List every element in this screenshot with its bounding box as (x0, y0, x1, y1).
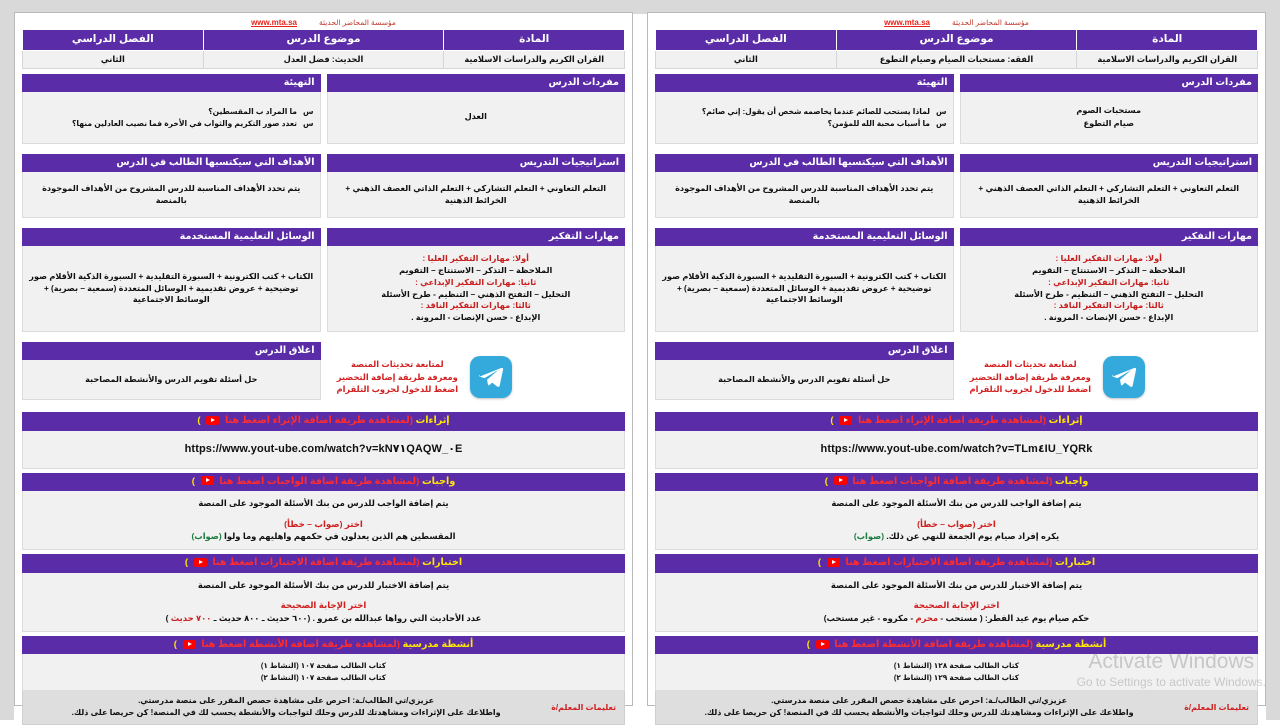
exams-question-row (664, 612, 1249, 625)
youtube-icon[interactable] (206, 416, 219, 425)
enrichment-url[interactable]: https://www.yout-ube.com/watch?v=kN٧١QAQW_٠E (184, 442, 463, 455)
enrichment-body (655, 431, 1258, 469)
exams-answer: محرم (915, 613, 939, 624)
homework-link-text[interactable]: (لمشاهدة طريقة اضافة الواجبات اضغط هنا (219, 475, 420, 487)
cell-topic: الفقه: مستحبات الصيام وصيام التطوع (836, 50, 1077, 69)
exams-paren: ) (817, 557, 822, 569)
panel-tahia-title: التهيئة (22, 74, 321, 92)
telegram-promo-line: اضغط للدخول لجروب التلقرام (336, 384, 459, 395)
thinking-skill-list (1014, 253, 1203, 324)
telegram-promo-text (970, 358, 1092, 397)
youtube-icon[interactable] (834, 476, 847, 485)
media-column (22, 228, 321, 337)
enrichment-url[interactable]: https://www.yout-ube.com/watch?v=TLm٤IU_YQRk (820, 442, 1093, 455)
thinking-skill-heading: أولا: مهارات التفكير العليا : (422, 253, 529, 263)
homework-answer: (صواب) (191, 531, 222, 542)
activity-item: كتاب الطالب صفحة ١٢٨ (النشاط ١) (893, 661, 1020, 671)
teacher-instructions-row (22, 691, 625, 725)
homework-question: يكره إفراد صيام يوم الجمعة للنهي عن ذلك. (886, 531, 1060, 542)
activities-title: أنشطة مدرسية (1035, 638, 1107, 650)
panel-tahia-body (22, 92, 321, 144)
telegram-promo[interactable] (960, 342, 1259, 408)
exams-question: حكم صيام يوم عيد الفطر: ( مستحب - (940, 613, 1090, 624)
telegram-promo-line: لمتابعة تحديثات المنصة (983, 358, 1077, 369)
exams-question-row (31, 612, 616, 625)
lesson-info-table (22, 29, 625, 69)
panel-thinking (327, 228, 626, 332)
thinking-skill-heading: ثالثا: مهارات التفكير الناقد : (420, 301, 531, 311)
panel-goals-title: الأهداف التي سيكتسبها الطالب في الدرس (655, 154, 954, 172)
header-subject: المادة (1077, 30, 1258, 51)
panel-vocab-title: مفردات الدرس (960, 74, 1259, 92)
thinking-skill-value: الملاحظة – التذكر – الاستنتاج – التقويم (1032, 265, 1186, 275)
page-right (647, 12, 1266, 718)
thinking-skill-value: الإبداع - حسن الإنصات - المرونة . (411, 313, 541, 323)
header-topic: موضوع الدرس (836, 30, 1077, 51)
homework-instruction: يتم إضافة الواجب للدرس من بنك الأسئلة الموجود على المنصة (831, 497, 1082, 508)
homework-body (655, 491, 1258, 550)
homework-header[interactable] (655, 473, 1258, 491)
homework-title: واجبات (1054, 475, 1089, 487)
row-thinking (22, 228, 625, 337)
exams-header[interactable] (22, 554, 625, 572)
panel-closing (655, 342, 954, 400)
panel-closing-title: اغلاق الدرس (655, 342, 954, 360)
cell-term: الثاني (23, 50, 204, 69)
youtube-icon[interactable] (827, 558, 840, 567)
watermark-line-1: Activate Windows (1088, 649, 1255, 673)
row-closing (22, 342, 625, 408)
tahia-question-text: لماذا يستحب للصائم عندما يخاصمه شخص أن يقول: إني صائم؟ (701, 107, 931, 117)
panel-media (22, 228, 321, 332)
page-gutter-left (0, 0, 14, 720)
enrichment-header[interactable] (655, 412, 1258, 430)
panel-goals-body: يتم تحدد الأهداف المناسبة للدرس المشروح من الأهداف الموجودة بالمنصة (655, 172, 954, 218)
enrichment-body (22, 431, 625, 469)
teacher-instructions-line-2: واطلاعك على الإثراءات ومشاهدتك للدرس وحلك لتواجبات والأنشطة يحسب لك في المنصة! كن حريصا على ذلك. (71, 708, 501, 718)
homework-prompt-label: اختر (صواب – خطأ) (917, 518, 996, 529)
panel-thinking-body (960, 246, 1259, 332)
row-intro (22, 74, 625, 149)
teacher-instructions-text (664, 695, 1174, 720)
teacher-instructions-line-1: عزيزي/تي الطالب/ـة: احرص على مشاهدة حصص المقرر على منصة مدرستي. (138, 695, 435, 705)
table-header-row (656, 30, 1258, 51)
lesson-info-table (655, 29, 1258, 69)
exams-prompt-label: اختر الإجابة الصحيحة (913, 600, 1000, 611)
panel-closing (22, 342, 321, 400)
activities-body (655, 654, 1258, 691)
row-goals (22, 154, 625, 223)
enrichment-title: إثراءات (1048, 415, 1083, 427)
teacher-instructions-label: تعليمات المعلم/ة (1184, 702, 1249, 712)
section-exams (655, 554, 1258, 632)
thinking-skill-heading: ثانيا: مهارات التفكير الإبداعي : (1048, 277, 1170, 287)
row-closing (655, 342, 1258, 408)
row-intro (655, 74, 1258, 149)
homework-instruction: يتم إضافة الواجب للدرس من بنك الأسئلة الموجود على المنصة (198, 497, 449, 508)
tahia-question-text: ما المراد ب المقسطين؟ (208, 107, 298, 117)
panel-vocab (327, 74, 626, 144)
exams-link-text[interactable]: (لمشاهدة طريقة اضافة الاختبارات اضغط هنا (845, 557, 1053, 569)
brand-line (22, 18, 625, 27)
vocab-item: صيام التطوع (1083, 118, 1135, 128)
goals-column (655, 154, 954, 223)
exams-question-tail: - مكروه - غير مستحب) (823, 613, 914, 624)
section-homework (655, 473, 1258, 551)
panel-thinking-title: مهارات التفكير (960, 228, 1259, 246)
vocab-item: العدل (464, 112, 487, 122)
tahia-question-text: تعدد صور التكريم والثواب في الأخرة فما نصيب العادلين منها؟ (72, 118, 298, 128)
panel-closing-title: اغلاق الدرس (22, 342, 321, 360)
spacer (664, 591, 1249, 599)
thinking-skill-value: الملاحظة – التذكر – الاستنتاج – التقويم (399, 265, 553, 275)
teacher-instructions-row (655, 691, 1258, 725)
thinking-column (960, 228, 1259, 337)
exams-question-tail: ) (165, 613, 169, 624)
tahia-question-list (662, 106, 947, 129)
exams-title: اختبارات (422, 557, 463, 569)
cell-topic: الحديث: فضل العدل (203, 50, 444, 69)
telegram-promo-line: اضغط للدخول لجروب التلقرام (969, 384, 1092, 395)
media-column (655, 228, 954, 337)
enrichment-title: إثراءات (415, 415, 450, 427)
panel-tahia-body (655, 92, 954, 144)
row-thinking (655, 228, 1258, 337)
panel-strategies-body: التعلم التعاوني + التعلم التشاركي + التعلم الذاتي العصف الذهني + الخرائط الذهنية (960, 172, 1259, 218)
cell-subject: القران الكريم والدراسات الاسلامية (444, 50, 625, 69)
enrichment-link-text[interactable]: (لمشاهدة طريقة اضافة الإثراء اضغط هنا (857, 415, 1046, 427)
activity-item: كتاب الطالب صفحة ١٠٧ (النشاط ٢) (260, 672, 387, 682)
panel-media-body: الكتاب + كتب الكترونية + السبورة التقليدية + السبورة الذكية الأقلام صور توضيحية + عروض تقديمية + الوسائل المتعددة (سمعية – بصرية) + الوسائط الاجتماعية (22, 246, 321, 332)
cell-term: الثاني (656, 50, 837, 69)
panel-vocab-body (327, 92, 626, 144)
panel-vocab (960, 74, 1259, 144)
brand-website-link[interactable]: www.mta.sa (251, 18, 298, 27)
youtube-icon[interactable] (839, 416, 852, 425)
section-homework (22, 473, 625, 551)
tahia-question-list (29, 106, 314, 129)
youtube-icon[interactable] (816, 640, 829, 649)
pages-host (14, 12, 1266, 718)
thinking-skill-heading: أولا: مهارات التفكير العليا : (1055, 253, 1162, 263)
panel-vocab-title: مفردات الدرس (327, 74, 626, 92)
watermark-line-2: Go to Settings to activate Windows. (1076, 675, 1266, 689)
homework-question-row (31, 530, 616, 543)
activity-item: كتاب الطالب صفحة ١٠٧ (النشاط ١) (260, 661, 387, 671)
telegram-promo-text (337, 358, 459, 397)
tahia-question (662, 118, 947, 129)
thinking-column (327, 228, 626, 337)
exams-instruction: يتم إضافة الاختبار للدرس من بنك الأسئلة الموجود على المنصة (830, 579, 1083, 590)
brand-org-name: مؤسسة المحاضر الحديثة (319, 18, 396, 27)
strategies-column (960, 154, 1259, 223)
telegram-promo[interactable] (327, 342, 626, 408)
homework-answer: (صواب) (853, 531, 885, 542)
panel-media (655, 228, 954, 332)
enrichment-paren: ) (830, 415, 834, 427)
panel-closing-body: حل أسئلة تقويم الدرس والأنشطة المصاحبة (655, 360, 954, 400)
panel-media-title: الوسائل التعليمية المستخدمة (22, 228, 321, 246)
panel-thinking-body (327, 246, 626, 332)
telegram-icon[interactable] (470, 356, 512, 398)
thinking-skill-value: التحليل – التفتح الذهني – التنظيم - طرح الأسئلة (1014, 289, 1204, 299)
homework-question-row (664, 530, 1249, 543)
tahia-question-tag: س (936, 118, 947, 128)
page-gutter-right (1266, 0, 1280, 720)
vocab-list (1076, 105, 1141, 130)
cell-subject: القران الكريم والدراسات الاسلامية (1077, 50, 1258, 69)
enrichment-header[interactable] (22, 412, 625, 430)
brand-line (655, 18, 1258, 27)
promo-column (960, 342, 1259, 408)
brand-website-link[interactable]: www.mta.sa (884, 18, 931, 27)
exams-body (655, 573, 1258, 632)
telegram-icon[interactable] (1103, 356, 1145, 398)
panel-tahia (655, 74, 954, 144)
exams-prompt-label: اختر الإجابة الصحيحة (280, 600, 367, 611)
section-enrichment (655, 412, 1258, 468)
activities-list (664, 660, 1249, 684)
activities-paren: ) (173, 638, 177, 650)
panel-goals-body: يتم تحدد الأهداف المناسبة للدرس المشروح من الأهداف الموجودة بالمنصة (22, 172, 321, 218)
activities-link-text[interactable]: (لمشاهدة طريقة اضافة الأنشطة اضغط هنا (201, 638, 400, 650)
exams-link-text[interactable]: (لمشاهدة طريقة اضافة الاختبارات اضغط هنا (212, 557, 420, 569)
tahia-question (29, 106, 314, 117)
youtube-icon[interactable] (183, 640, 196, 649)
vocab-list (465, 111, 487, 123)
thinking-skill-value: التحليل – التفتح الذهني – التنظيم - طرح الأسئلة (381, 289, 571, 299)
panel-tahia-title: التهيئة (655, 74, 954, 92)
youtube-icon[interactable] (194, 558, 207, 567)
panel-goals (22, 154, 321, 218)
panel-tahia (22, 74, 321, 144)
vocab-column (960, 74, 1259, 149)
vocab-column (327, 74, 626, 149)
tahia-question-tag: س (303, 107, 314, 117)
strategies-column (327, 154, 626, 223)
promo-column (327, 342, 626, 408)
activities-list (31, 660, 616, 684)
section-exams (22, 554, 625, 632)
teacher-instructions-text (31, 695, 541, 720)
tahia-question (29, 118, 314, 129)
homework-body (22, 491, 625, 550)
panel-strategies-title: استراتيجيات التدريس (327, 154, 626, 172)
panel-strategies (327, 154, 626, 218)
homework-header[interactable] (22, 473, 625, 491)
goals-column (22, 154, 321, 223)
enrichment-paren: ) (197, 415, 201, 427)
tahia-question (662, 106, 947, 117)
activities-link-text[interactable]: (لمشاهدة طريقة اضافة الأنشطة اضغط هنا (834, 638, 1033, 650)
panel-media-body: الكتاب + كتب الكترونية + السبورة التقليدية + السبورة الذكية الأقلام صور توضيحية + عروض تقديمية + الوسائل المتعددة (سمعية – بصرية) + الوسائط الاجتماعية (655, 246, 954, 332)
panel-closing-body: حل أسئلة تقويم الدرس والأنشطة المصاحبة (22, 360, 321, 400)
exams-question: عدد الأحاديث التي رواها عبدالله بن عمرو . (٦٠٠ حديث ـ ٨٠٠ حديث ـ (213, 613, 482, 624)
panel-goals (655, 154, 954, 218)
vocab-item: مستحبات الصوم (1076, 106, 1142, 116)
table-row (23, 50, 625, 69)
teacher-instructions-label: تعليمات المعلم/ة (551, 702, 616, 712)
exams-header[interactable] (655, 554, 1258, 572)
thinking-skill-heading: ثانيا: مهارات التفكير الإبداعي : (415, 277, 537, 287)
spacer (664, 510, 1249, 518)
homework-link-text[interactable]: (لمشاهدة طريقة اضافة الواجبات اضغط هنا (852, 475, 1053, 487)
panel-thinking-title: مهارات التفكير (327, 228, 626, 246)
homework-paren: ) (824, 475, 828, 487)
panel-vocab-body (960, 92, 1259, 144)
tahia-column (655, 74, 954, 149)
thinking-skill-list (381, 253, 570, 324)
teacher-instructions-line-2: واطلاعك على الإثراءات ومشاهدتك للدرس وحلك لتواجبات والأنشطة يحسب لك في المنصة! كن حريصا على ذلك. (704, 708, 1134, 718)
panel-strategies (960, 154, 1259, 218)
panel-goals-title: الأهداف التي سيكتسبها الطالب في الدرس (22, 154, 321, 172)
section-activities (655, 636, 1258, 725)
page-left (14, 12, 633, 718)
exams-instruction: يتم إضافة الاختبار للدرس من بنك الأسئلة الموجود على المنصة (197, 579, 450, 590)
activities-body (22, 654, 625, 691)
exams-paren: ) (184, 557, 189, 569)
telegram-promo-line: ومعرفة طريقة إضافة التحضير (969, 371, 1091, 382)
homework-title: واجبات (421, 475, 456, 487)
tahia-question-tag: س (303, 118, 314, 128)
teacher-instructions-line-1: عزيزي/تي الطالب/ـة: احرص على مشاهدة حصص المقرر على منصة مدرستي. (771, 695, 1068, 705)
exams-title: اختبارات (1055, 557, 1096, 569)
table-row (656, 50, 1258, 69)
tahia-column (22, 74, 321, 149)
panel-strategies-body: التعلم التعاوني + التعلم التشاركي + التعلم الذاتي العصف الذهني + الخرائط الذهنية (327, 172, 626, 218)
activity-item: كتاب الطالب صفحة ١٢٩ (النشاط ٢) (893, 672, 1020, 682)
spacer (31, 591, 616, 599)
panel-strategies-title: استراتيجيات التدريس (960, 154, 1259, 172)
activities-paren: ) (806, 638, 810, 650)
thinking-skill-value: الإبداع - حسن الإنصات - المرونة . (1044, 313, 1174, 323)
header-subject: المادة (444, 30, 625, 51)
homework-paren: ) (191, 475, 195, 487)
section-activities (22, 636, 625, 725)
tahia-question-tag: س (936, 107, 947, 117)
closing-column (22, 342, 321, 408)
youtube-icon[interactable] (201, 476, 214, 485)
header-term: الفصل الدراسي (23, 30, 204, 51)
closing-column (655, 342, 954, 408)
panel-thinking (960, 228, 1259, 332)
thinking-skill-heading: ثالثا: مهارات التفكير الناقد : (1053, 301, 1164, 311)
activities-title: أنشطة مدرسية (402, 638, 474, 650)
header-topic: موضوع الدرس (203, 30, 444, 51)
homework-question: المقسطين هم الذين يعدلون في حكمهم واهليهم وما ولوا (224, 531, 456, 542)
activities-header[interactable] (22, 636, 625, 654)
section-enrichment (22, 412, 625, 468)
brand-org-name: مؤسسة المحاضر الحديثة (952, 18, 1029, 27)
table-header-row (23, 30, 625, 51)
enrichment-link-text[interactable]: (لمشاهدة طريقة اضافة الإثراء اضغط هنا (224, 415, 413, 427)
exams-body (22, 573, 625, 632)
tahia-question-text: ما أسباب محبة الله للمؤمن؟ (827, 118, 931, 128)
exams-answer: ٧٠٠ حديث (170, 613, 212, 624)
telegram-promo-line: ومعرفة طريقة إضافة التحضير (336, 371, 458, 382)
activities-header[interactable] (655, 636, 1258, 654)
header-term: الفصل الدراسي (656, 30, 837, 51)
homework-prompt-label: اختر (صواب – خطأ) (284, 518, 363, 529)
panel-media-title: الوسائل التعليمية المستخدمة (655, 228, 954, 246)
row-goals (655, 154, 1258, 223)
telegram-promo-line: لمتابعة تحديثات المنصة (350, 358, 444, 369)
spacer (31, 510, 616, 518)
